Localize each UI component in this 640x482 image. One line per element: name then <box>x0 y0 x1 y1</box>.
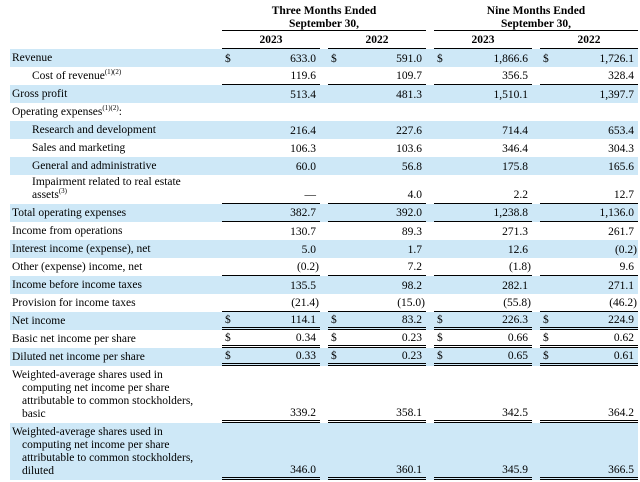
value-cell <box>540 348 638 366</box>
value-cell <box>328 276 426 294</box>
value-cell <box>222 312 320 330</box>
period-headers <box>10 3 638 31</box>
value-text: 0.65 <box>507 350 528 362</box>
row-label: Sales and marketing <box>32 142 126 154</box>
value-text: (1.8) <box>508 261 531 273</box>
value-cell <box>434 139 532 157</box>
row-income-before-income-taxes <box>10 276 638 294</box>
value-cell <box>222 49 320 67</box>
dollar-sign: $ <box>437 350 443 362</box>
row-label: Research and development <box>32 124 156 136</box>
value-cell <box>328 423 426 480</box>
row-general-and-administrative <box>10 157 638 175</box>
value-text: (55.8) <box>503 297 531 309</box>
row-diluted-net-income-per-share <box>10 348 638 366</box>
value-text: 0.62 <box>613 332 634 344</box>
row-label: Income before income taxes <box>12 279 142 291</box>
value-text: 339.2 <box>290 407 316 419</box>
value-text: 653.4 <box>608 125 634 137</box>
value-text: 226.3 <box>502 314 528 326</box>
row-label: Weighted-average shares used in computing net income per share attributable to common stockholders, diluted <box>12 426 194 477</box>
value-text: — <box>304 189 316 201</box>
value-text: 0.34 <box>295 332 316 344</box>
value-cell <box>540 423 638 480</box>
row-label: Impairment related to real estate assets$^{(3)}$ <box>32 176 181 201</box>
value-text: 382.7 <box>290 207 316 219</box>
value-cell <box>434 423 532 480</box>
year-header: 2023 <box>222 31 320 49</box>
dollar-sign: $ <box>543 314 549 326</box>
value-text: 1,136.0 <box>599 207 634 219</box>
row-label: Income from operations <box>12 225 123 237</box>
value-cell <box>540 330 638 348</box>
value-text: 89.3 <box>401 226 422 238</box>
value-cell <box>328 348 426 366</box>
value-cell <box>434 258 532 276</box>
row-provision-for-income-taxes <box>10 294 638 312</box>
value-cell <box>540 85 638 103</box>
row-label: Interest income (expense), net <box>12 243 151 255</box>
value-cell <box>328 204 426 222</box>
value-cell <box>328 157 426 175</box>
value-text: 106.3 <box>290 143 316 155</box>
row-net-income <box>10 312 638 330</box>
value-cell <box>328 121 426 139</box>
value-cell <box>540 157 638 175</box>
row-gross-profit <box>10 85 638 103</box>
value-cell <box>434 276 532 294</box>
value-text: 513.4 <box>290 89 316 101</box>
value-text: 271.1 <box>608 280 634 292</box>
period-header-nine-months: Nine Months Ended September 30, <box>434 3 638 31</box>
dollar-sign: $ <box>543 350 549 362</box>
value-cell <box>540 49 638 67</box>
value-cell <box>540 366 638 423</box>
dollar-sign: $ <box>225 350 231 362</box>
value-text: 0.66 <box>507 332 528 344</box>
value-text: 1.7 <box>407 244 422 256</box>
value-text: 227.6 <box>396 125 422 137</box>
value-cell <box>540 294 638 312</box>
value-cell <box>222 121 320 139</box>
value-text: 714.4 <box>502 125 528 137</box>
value-cell <box>540 121 638 139</box>
value-text: 345.9 <box>502 464 528 476</box>
value-text: 342.5 <box>502 407 528 419</box>
value-cell <box>434 222 532 240</box>
value-cell <box>222 204 320 222</box>
row-label: Diluted net income per share <box>12 351 145 363</box>
row-label: Weighted-average shares used in computing net income per share attributable to common stockholders, basic <box>12 369 194 420</box>
value-text: 481.3 <box>396 89 422 101</box>
value-text: 346.4 <box>502 143 528 155</box>
value-cell <box>328 312 426 330</box>
value-text: 364.2 <box>608 407 634 419</box>
dollar-sign: $ <box>437 314 443 326</box>
row-label: Revenue <box>12 52 53 64</box>
value-text: 1,397.7 <box>599 89 634 101</box>
value-cell <box>328 49 426 67</box>
value-cell <box>540 175 638 204</box>
value-text: (15.0) <box>397 297 425 309</box>
row-operating-expenses-heading <box>10 103 638 121</box>
value-cell <box>434 157 532 175</box>
value-text: 304.3 <box>608 143 634 155</box>
value-cell <box>328 294 426 312</box>
dollar-sign: $ <box>225 332 231 344</box>
value-cell <box>434 330 532 348</box>
row-label: Other (expense) income, net <box>12 261 143 273</box>
value-cell <box>434 312 532 330</box>
value-text: 360.1 <box>396 464 422 476</box>
value-cell <box>222 222 320 240</box>
value-text: 7.2 <box>407 261 422 273</box>
value-cell <box>434 85 532 103</box>
value-text: 12.6 <box>507 244 528 256</box>
value-cell <box>222 67 320 85</box>
value-text: 56.8 <box>401 161 422 173</box>
value-cell <box>222 423 320 480</box>
value-cell <box>222 85 320 103</box>
value-cell <box>434 294 532 312</box>
row-label: Operating expenses$^{(1)(2)}$: <box>12 104 122 118</box>
dollar-sign: $ <box>543 332 549 344</box>
dollar-sign: $ <box>437 332 443 344</box>
value-cell <box>434 348 532 366</box>
value-text: 4.0 <box>407 189 422 201</box>
value-text: 83.2 <box>401 314 422 326</box>
value-text: (46.2) <box>609 297 637 309</box>
value-text: 0.23 <box>401 350 422 362</box>
value-cell <box>328 330 426 348</box>
value-cell <box>434 366 532 423</box>
value-text: 130.7 <box>290 226 316 238</box>
value-cell <box>222 366 320 423</box>
value-cell <box>222 330 320 348</box>
value-text: 328.4 <box>608 70 634 82</box>
value-text: (0.2) <box>614 244 637 256</box>
dollar-sign: $ <box>225 53 231 65</box>
value-cell <box>434 49 532 67</box>
value-cell <box>328 222 426 240</box>
row-cost-of-revenue <box>10 67 638 85</box>
dollar-sign: $ <box>331 53 337 65</box>
row-label: Gross profit <box>12 88 68 100</box>
value-cell <box>328 366 426 423</box>
value-text: 261.7 <box>608 226 634 238</box>
value-cell <box>328 240 426 258</box>
value-cell <box>540 222 638 240</box>
value-cell <box>540 67 638 85</box>
value-cell <box>540 276 638 294</box>
value-text: 165.6 <box>608 161 634 173</box>
year-header: 2022 <box>540 31 638 49</box>
row-label: General and administrative <box>32 160 157 172</box>
value-cell <box>328 175 426 204</box>
row-income-from-operations <box>10 222 638 240</box>
value-cell <box>540 139 638 157</box>
row-interest-income-expense-net <box>10 240 638 258</box>
value-text: 1,866.6 <box>493 53 528 65</box>
value-cell <box>540 258 638 276</box>
value-text: (0.2) <box>296 261 319 273</box>
dollar-sign: $ <box>331 350 337 362</box>
row-weighted-average-shares-diluted <box>10 423 638 480</box>
value-cell <box>328 258 426 276</box>
header-spacer <box>10 3 214 31</box>
dollar-sign: $ <box>331 314 337 326</box>
value-text: 392.0 <box>396 207 422 219</box>
row-research-and-development <box>10 121 638 139</box>
value-text: 282.1 <box>502 280 528 292</box>
row-label: Cost of revenue$^{(1)(2)}$ <box>32 68 122 82</box>
period-header-three-months: Three Months Ended September 30, <box>222 3 426 31</box>
value-text: 216.4 <box>290 125 316 137</box>
value-cell <box>540 312 638 330</box>
dollar-sign: $ <box>225 314 231 326</box>
value-cell <box>222 175 320 204</box>
row-label: Provision for income taxes <box>12 297 136 309</box>
value-text: 1,726.1 <box>599 53 634 65</box>
value-text: 114.1 <box>290 314 316 326</box>
value-text: (21.4) <box>291 297 319 309</box>
value-cell <box>434 67 532 85</box>
value-cell <box>222 348 320 366</box>
value-cell <box>222 240 320 258</box>
header-spacer <box>10 31 214 49</box>
value-cell <box>222 276 320 294</box>
value-text: 358.1 <box>396 407 422 419</box>
row-impairment-real-estate-assets <box>10 175 638 204</box>
row-label: Total operating expenses <box>12 207 127 219</box>
value-text: 98.2 <box>401 280 422 292</box>
value-text: 175.8 <box>502 161 528 173</box>
year-header: 2022 <box>328 31 426 49</box>
value-cell <box>328 139 426 157</box>
value-text: 0.33 <box>295 350 316 362</box>
value-text: 60.0 <box>295 161 316 173</box>
value-text: 1,510.1 <box>493 89 528 101</box>
value-text: 0.23 <box>401 332 422 344</box>
value-cell <box>540 204 638 222</box>
dollar-sign: $ <box>331 332 337 344</box>
value-text: 633.0 <box>290 53 316 65</box>
row-weighted-average-shares-basic <box>10 366 638 423</box>
value-cell <box>434 240 532 258</box>
value-text: 1,238.8 <box>493 207 528 219</box>
year-header: 2023 <box>434 31 532 49</box>
value-cell <box>434 204 532 222</box>
value-cell <box>434 175 532 204</box>
dollar-sign: $ <box>543 53 549 65</box>
value-text: 119.6 <box>290 70 316 82</box>
row-basic-net-income-per-share <box>10 330 638 348</box>
value-text: 356.5 <box>502 70 528 82</box>
row-revenue <box>10 49 638 67</box>
value-cell <box>328 85 426 103</box>
value-text: 2.2 <box>513 189 528 201</box>
value-cell <box>222 294 320 312</box>
value-cell <box>222 139 320 157</box>
row-sales-and-marketing <box>10 139 638 157</box>
row-total-operating-expenses <box>10 204 638 222</box>
value-text: 103.6 <box>396 143 422 155</box>
value-text: 5.0 <box>301 244 316 256</box>
row-other-expense-income-net <box>10 258 638 276</box>
value-text: 12.7 <box>613 189 634 201</box>
value-text: 366.5 <box>608 464 634 476</box>
row-label: Net income <box>12 315 66 327</box>
value-cell <box>328 67 426 85</box>
year-headers <box>10 31 638 49</box>
row-label: Basic net income per share <box>12 333 136 345</box>
value-text: 109.7 <box>396 70 422 82</box>
value-text: 224.9 <box>608 314 634 326</box>
value-text: 0.61 <box>613 350 634 362</box>
value-cell <box>540 240 638 258</box>
value-text: 346.0 <box>290 464 316 476</box>
value-text: 9.6 <box>619 261 634 273</box>
value-cell <box>222 157 320 175</box>
dollar-sign: $ <box>437 53 443 65</box>
value-text: 591.0 <box>396 53 422 65</box>
value-cell <box>434 121 532 139</box>
table-body <box>10 49 638 480</box>
value-text: 271.3 <box>502 226 528 238</box>
value-cell <box>222 258 320 276</box>
value-text: 135.5 <box>290 280 316 292</box>
